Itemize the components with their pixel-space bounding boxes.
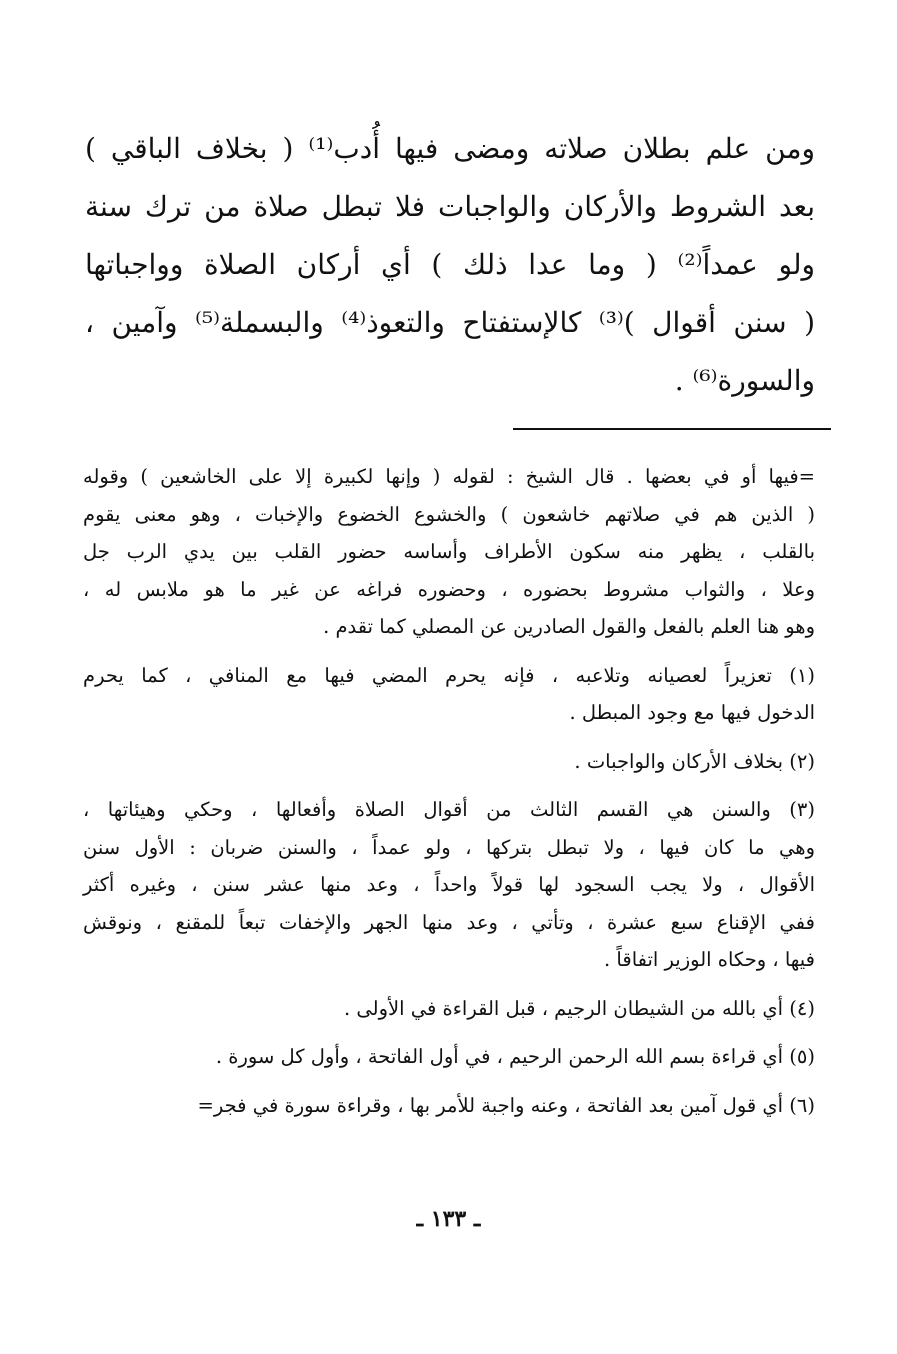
main-text xyxy=(85,120,815,410)
footnote-line: (٥) أي قراءة بسم الله الرحمن الرحيم ، في أول الفاتحة ، وأول كل سورة . xyxy=(215,1045,815,1068)
main-text-line: ومن علم بطلان صلاته ومضى فيها أُدب⁽¹⁾ ( بخلاف الباقي ) xyxy=(85,132,815,165)
footnotes xyxy=(83,458,815,1135)
footnote-2 xyxy=(83,743,815,781)
footnote-6 xyxy=(83,1087,815,1125)
footnote-line: الأقوال ، ولا يجب السجود لها قولاً واحداً ، وعد منها عشر سنن ، وغيره أكثر xyxy=(83,873,815,896)
footnote-line: وعلا ، والثواب مشروط بحضوره ، وحضوره فراغه عن غير ما هو ملابس له ، xyxy=(83,577,815,601)
footnote-line: (٢) بخلاف الأركان والواجبات . xyxy=(574,749,815,773)
footnote-line: وهي ما كان فيها ، ولا تبطل بتركها ، ولو عمداً ، والسنن ضربان : الأول سنن xyxy=(83,835,815,859)
footnote-line: الدخول فيها مع وجود المبطل . xyxy=(569,701,815,724)
main-text-line: ولو عمداً⁽²⁾ ( وما عدا ذلك ) أي أركان الصلاة وواجباتها xyxy=(85,248,815,281)
footnote-line: بالقلب ، يظهر منه سكون الأطراف وأساسه حضور القلب بين يدي الرب جل xyxy=(83,540,815,563)
footnote-line: ( الذين هم في صلاتهم خاشعون ) والخشوع الخضوع والإخبات ، وهو معنى يقوم xyxy=(83,502,815,526)
page-number: ـ ١٣٣ ـ xyxy=(416,1206,481,1232)
footnote-line: فيها ، وحكاه الوزير اتفاقاً . xyxy=(604,948,815,971)
footnote-3 xyxy=(83,791,815,979)
footnote-1 xyxy=(83,657,815,732)
footnote-5 xyxy=(83,1038,815,1076)
footnote-line: (٤) أي بالله من الشيطان الرجيم ، قبل القراءة في الأولى . xyxy=(344,996,815,1020)
footnote-line: وهو هنا العلم بالفعل والقول الصادرين عن المصلي كما تقدم . xyxy=(323,615,815,638)
footnote-4 xyxy=(83,990,815,1028)
main-text-line: ( سنن أقوال )⁽³⁾ كالإستفتاح والتعوذ⁽⁴⁾ والبسملة⁽⁵⁾ وآمين ، xyxy=(85,306,815,339)
footnote-line: (١) تعزيراً لعصيانه وتلاعبه ، فإنه يحرم المضي فيها مع المنافي ، كما يحرم xyxy=(83,663,815,687)
footnote-line: (٦) أي قول آمين بعد الفاتحة ، وعنه واجبة للأمر بها ، وقراءة سورة في فجر= xyxy=(197,1093,815,1117)
footnote-separator xyxy=(513,428,831,430)
main-text-line: والسورة⁽⁶⁾ . xyxy=(674,364,815,397)
footnote-line: ففي الإقناع سبع عشرة ، وتأتي ، وعد منها الجهر والإخفات تبعاً للمقنع ، ونوقش xyxy=(83,910,815,934)
footnote-line: (٣) والسنن هي القسم الثالث من أقوال الصلاة وأفعالها ، وحكي وهيئاتها ، xyxy=(83,798,815,821)
main-text-line: بعد الشروط والأركان والواجبات فلا تبطل صلاة من ترك سنة xyxy=(85,190,815,223)
footnote-line: =فيها أو في بعضها . قال الشيخ : لقوله ( وإنها لكبيرة إلا على الخاشعين ) وقوله xyxy=(83,465,815,488)
footnote-continuation xyxy=(83,458,815,646)
